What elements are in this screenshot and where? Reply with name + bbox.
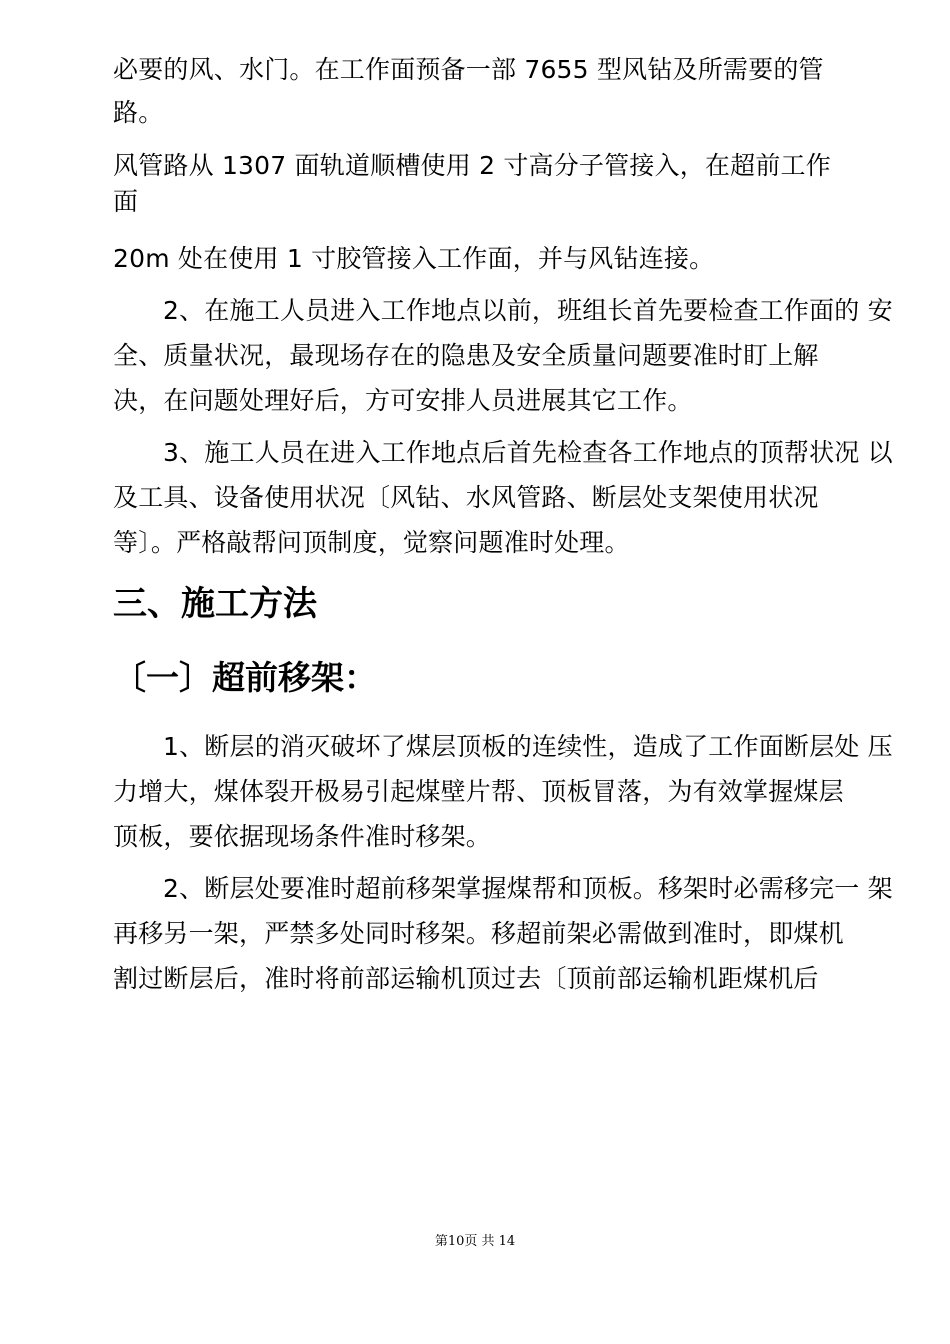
paragraph-line: 决，在问题处理好后，方可安排人员进展其它工作。 xyxy=(113,386,693,415)
paragraph-line: 风管路从 1307 面轨道顺槽使用 2 寸高分子管接入，在超前工作 xyxy=(113,151,831,180)
paragraph-line: 3、施工人员在进入工作地点后首先检查各工作地点的顶帮状况 以 xyxy=(163,438,893,467)
paragraph-line: 顶板，要依据现场条件准时移架。 xyxy=(113,822,492,851)
paragraph-line: 2、断层处要准时超前移架掌握煤帮和顶板。移架时必需移完一 架 xyxy=(163,874,893,903)
paragraph-line: 割过断层后，准时将前部运输机顶过去〔顶前部运输机距煤机后 xyxy=(113,964,819,993)
paragraph-line: 1、断层的消灭破坏了煤层顶板的连续性，造成了工作面断层处 压 xyxy=(163,732,893,761)
paragraph-line: 面 xyxy=(113,187,139,216)
paragraph-line: 全、质量状况，最现场存在的隐患及安全质量问题要准时盯上解 xyxy=(113,341,819,370)
paragraph-line: 再移另一架，严禁多处同时移架。移超前架必需做到准时，即煤机 xyxy=(113,919,844,948)
subsection-heading: 〔一〕超前移架： xyxy=(113,658,377,697)
paragraph-line: 力增大，煤体裂开极易引起煤壁片帮、顶板冒落，为有效掌握煤层 xyxy=(113,777,844,806)
paragraph-line: 必要的风、水门。在工作面预备一部 7655 型风钻及所需要的管 xyxy=(113,55,824,84)
paragraph-line: 2、在施工人员进入工作地点以前，班组长首先要检查工作面的 安 xyxy=(163,296,893,325)
paragraph-line: 等〕。严格敲帮问顶制度，觉察问题准时处理。 xyxy=(113,528,630,557)
paragraph-line: 路。 xyxy=(113,98,164,127)
paragraph-line: 20m 处在使用 1 寸胶管接入工作面，并与风钻连接。 xyxy=(113,244,715,273)
page-number-footer: 第10页 共 14 xyxy=(434,1234,516,1249)
section-heading: 三、施工方法 xyxy=(113,584,317,624)
paragraph-line: 及工具、设备使用状况〔风钻、水风管路、断层处支架使用状况 xyxy=(113,483,819,512)
